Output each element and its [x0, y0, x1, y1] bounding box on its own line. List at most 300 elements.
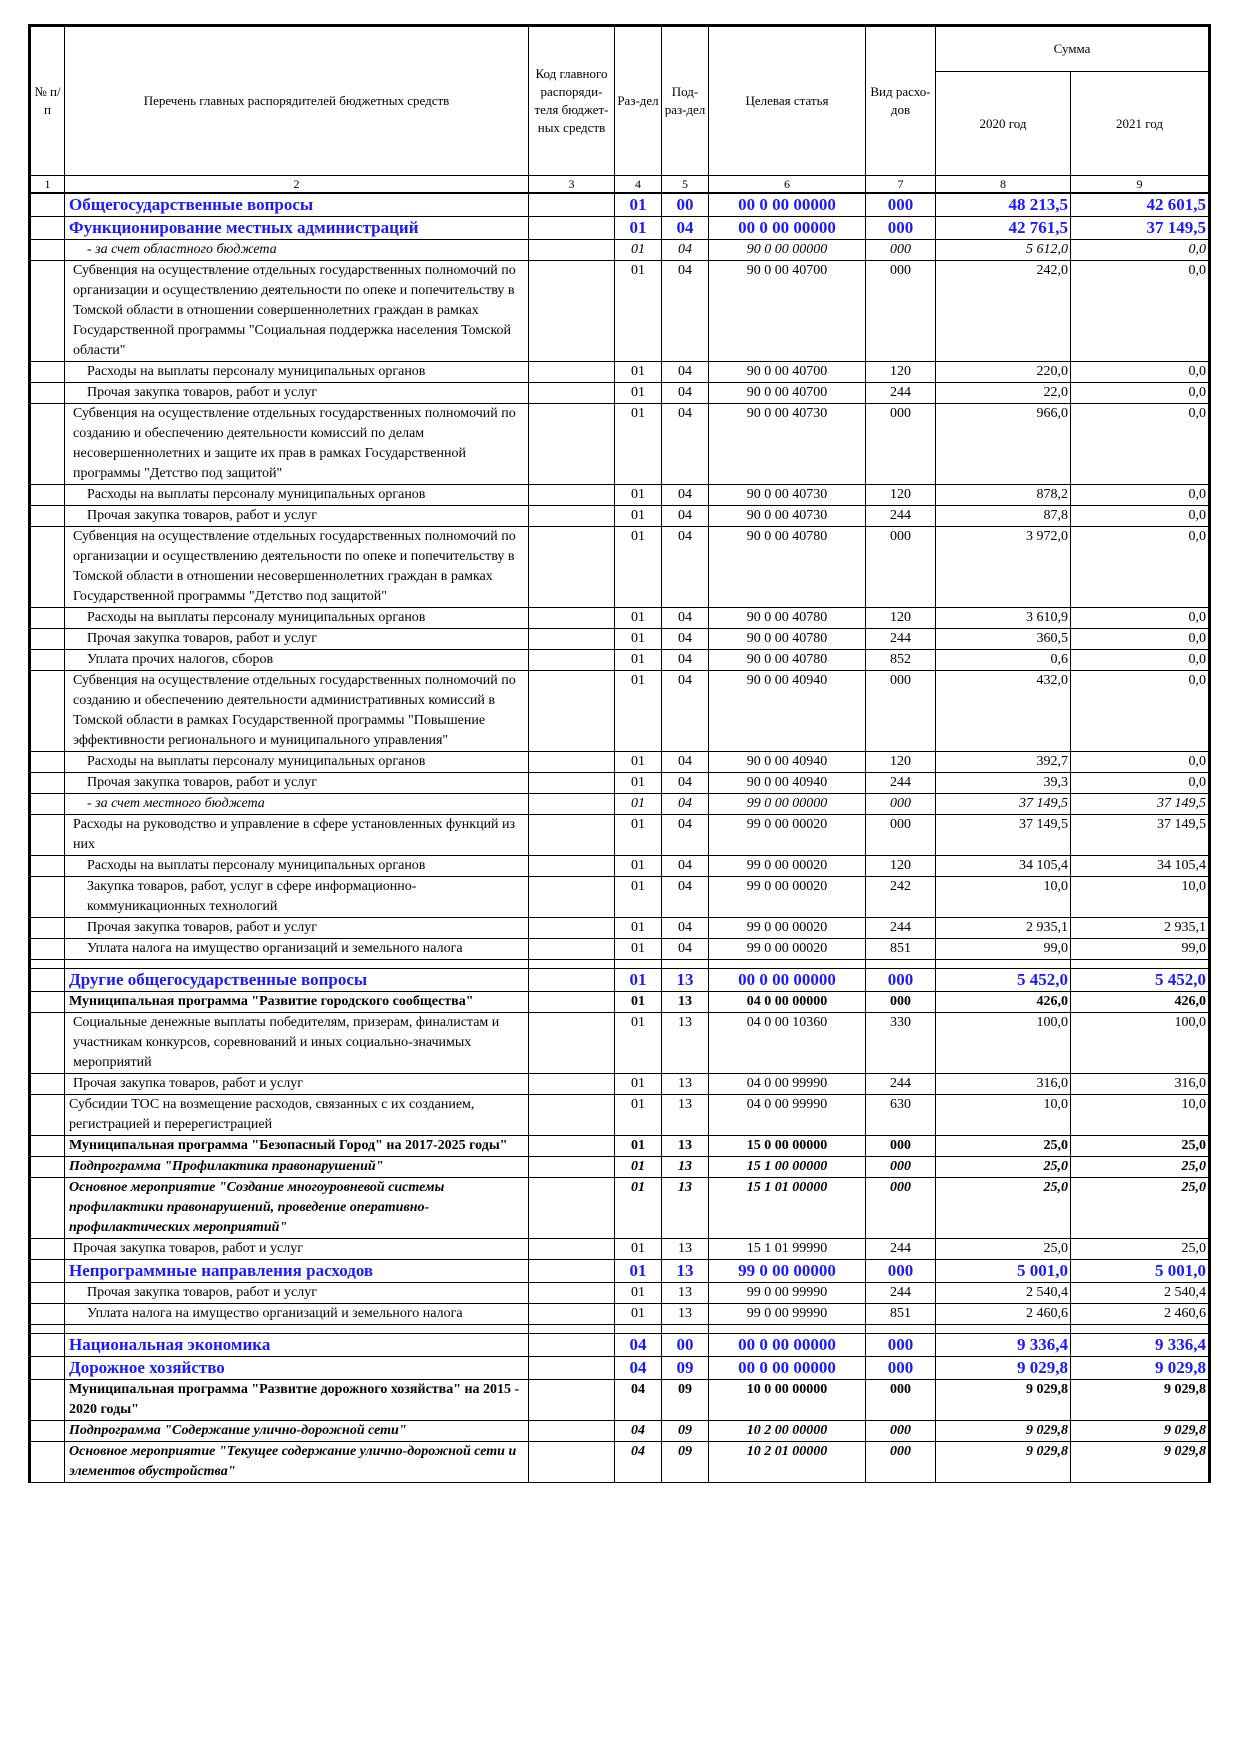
row-razdel: 01 [615, 506, 662, 527]
col-number: 9 [1071, 176, 1210, 194]
header-2020: 2020 год [936, 72, 1071, 176]
row-num [30, 1157, 65, 1178]
row-razdel: 01 [615, 939, 662, 960]
row-vr: 244 [866, 773, 936, 794]
row-num [30, 1357, 65, 1380]
row-razdel: 01 [615, 918, 662, 939]
row-sum-2020: 5 612,0 [936, 240, 1071, 261]
row-sum-2020: 0,6 [936, 650, 1071, 671]
row-code [529, 815, 615, 856]
row-vr: 000 [866, 969, 936, 992]
row-target: 00 0 00 00000 [709, 1334, 866, 1357]
row-vr: 000 [866, 1442, 936, 1483]
row-sum-2021: 0,0 [1071, 752, 1210, 773]
row-podrazdel: 04 [662, 383, 709, 404]
row-sum-2020: 25,0 [936, 1157, 1071, 1178]
row-name: Подпрограмма "Содержание улично-дорожной сети" [65, 1421, 529, 1442]
table-row [30, 1304, 1210, 1325]
row-podrazdel: 04 [662, 362, 709, 383]
row-name: Прочая закупка товаров, работ и услуг [65, 1074, 529, 1095]
row-sum-2021: 0,0 [1071, 608, 1210, 629]
spacer-row [30, 960, 1210, 969]
row-sum-2020: 5 452,0 [936, 969, 1071, 992]
row-sum-2020: 392,7 [936, 752, 1071, 773]
row-target: 99 0 00 00000 [709, 794, 866, 815]
row-num [30, 918, 65, 939]
row-target: 99 0 00 99990 [709, 1283, 866, 1304]
col-number: 5 [662, 176, 709, 194]
row-sum-2020: 3 610,9 [936, 608, 1071, 629]
row-target: 90 0 00 40940 [709, 752, 866, 773]
row-vr: 000 [866, 1357, 936, 1380]
col-number: 2 [65, 176, 529, 194]
row-razdel: 04 [615, 1380, 662, 1421]
row-code [529, 1136, 615, 1157]
row-podrazdel: 09 [662, 1380, 709, 1421]
row-num [30, 261, 65, 362]
row-razdel: 01 [615, 969, 662, 992]
table-row [30, 969, 1210, 992]
table-row [30, 992, 1210, 1013]
row-sum-2021: 0,0 [1071, 773, 1210, 794]
row-num [30, 671, 65, 752]
row-razdel: 01 [615, 773, 662, 794]
row-vr: 120 [866, 752, 936, 773]
row-razdel: 01 [615, 383, 662, 404]
table-row [30, 1013, 1210, 1074]
row-vr: 120 [866, 362, 936, 383]
row-num [30, 650, 65, 671]
row-name: Уплата прочих налогов, сборов [65, 650, 529, 671]
row-podrazdel: 13 [662, 1304, 709, 1325]
table-row [30, 856, 1210, 877]
row-sum-2020: 9 029,8 [936, 1421, 1071, 1442]
row-sum-2021: 9 029,8 [1071, 1380, 1210, 1421]
row-num [30, 1421, 65, 1442]
row-target: 15 1 00 00000 [709, 1157, 866, 1178]
row-sum-2021: 37 149,5 [1071, 794, 1210, 815]
row-razdel: 01 [615, 815, 662, 856]
row-name: Субвенция на осуществление отдельных государственных полномочий по организации и осуществлению деятельности по опеке и попечительству в Томской области в отношении совершеннолетних граждан в рамках Государственной программы "Социальная поддержка населения Томской области" [65, 261, 529, 362]
row-sum-2020: 878,2 [936, 485, 1071, 506]
row-sum-2020: 3 972,0 [936, 527, 1071, 608]
row-num [30, 506, 65, 527]
row-name: Подпрограмма "Профилактика правонарушений" [65, 1157, 529, 1178]
row-vr: 000 [866, 1178, 936, 1239]
header-2021: 2021 год [1071, 72, 1210, 176]
row-sum-2021: 0,0 [1071, 485, 1210, 506]
row-podrazdel: 09 [662, 1357, 709, 1380]
row-podrazdel: 04 [662, 261, 709, 362]
row-sum-2020: 25,0 [936, 1239, 1071, 1260]
row-target: 15 0 00 00000 [709, 1136, 866, 1157]
row-sum-2020: 39,3 [936, 773, 1071, 794]
table-row [30, 629, 1210, 650]
row-vr: 630 [866, 1095, 936, 1136]
row-podrazdel: 00 [662, 193, 709, 217]
table-row [30, 918, 1210, 939]
header-sum: Сумма [936, 26, 1210, 72]
row-target: 00 0 00 00000 [709, 1357, 866, 1380]
row-podrazdel: 13 [662, 1283, 709, 1304]
row-name: Уплата налога на имущество организаций и земельного налога [65, 1304, 529, 1325]
header-podrazdel: Под-раз-дел [662, 26, 709, 176]
row-razdel: 01 [615, 992, 662, 1013]
row-code [529, 485, 615, 506]
row-name: Дорожное хозяйство [65, 1357, 529, 1380]
table-row [30, 1178, 1210, 1239]
row-code [529, 1260, 615, 1283]
row-target: 15 1 01 00000 [709, 1178, 866, 1239]
row-target: 90 0 00 40780 [709, 629, 866, 650]
row-num [30, 794, 65, 815]
table-row [30, 1074, 1210, 1095]
row-podrazdel: 09 [662, 1442, 709, 1483]
row-code [529, 773, 615, 794]
row-code [529, 240, 615, 261]
table-row [30, 217, 1210, 240]
row-code [529, 527, 615, 608]
row-num [30, 1136, 65, 1157]
row-razdel: 01 [615, 1157, 662, 1178]
row-sum-2020: 426,0 [936, 992, 1071, 1013]
row-name: Расходы на руководство и управление в сфере установленных функций из них [65, 815, 529, 856]
col-number: 8 [936, 176, 1071, 194]
row-name: Прочая закупка товаров, работ и услуг [65, 1239, 529, 1260]
row-name: - за счет местного бюджета [65, 794, 529, 815]
row-podrazdel: 09 [662, 1421, 709, 1442]
row-name: Другие общегосударственные вопросы [65, 969, 529, 992]
row-code [529, 752, 615, 773]
row-name: Субвенция на осуществление отдельных государственных полномочий по созданию и обеспечению деятельности административных комиссий в Томской области в рамках Государственной программы "Повышение эффективности регионального и муниципального управления" [65, 671, 529, 752]
row-num [30, 1178, 65, 1239]
row-razdel: 01 [615, 240, 662, 261]
row-num [30, 856, 65, 877]
row-code [529, 671, 615, 752]
table-row [30, 1380, 1210, 1421]
row-name: Закупка товаров, работ, услуг в сфере информационно-коммуникационных технологий [65, 877, 529, 918]
table-row [30, 877, 1210, 918]
row-vr: 244 [866, 383, 936, 404]
row-podrazdel: 13 [662, 1157, 709, 1178]
row-target: 90 0 00 40730 [709, 485, 866, 506]
table-row [30, 527, 1210, 608]
row-target: 99 0 00 00020 [709, 856, 866, 877]
row-num [30, 1380, 65, 1421]
row-sum-2021: 37 149,5 [1071, 217, 1210, 240]
row-podrazdel: 04 [662, 217, 709, 240]
row-num [30, 1334, 65, 1357]
row-sum-2021: 0,0 [1071, 671, 1210, 752]
budget-table [28, 24, 1211, 1483]
row-vr: 000 [866, 1334, 936, 1357]
row-razdel: 01 [615, 1304, 662, 1325]
row-code [529, 1178, 615, 1239]
table-row [30, 485, 1210, 506]
row-vr: 852 [866, 650, 936, 671]
table-row [30, 1283, 1210, 1304]
row-name: Субсидии ТОС на возмещение расходов, связанных с их созданием, регистрацией и перерегистрацией [65, 1095, 529, 1136]
row-num [30, 1013, 65, 1074]
row-num [30, 629, 65, 650]
row-razdel: 01 [615, 877, 662, 918]
row-name: Общегосударственные вопросы [65, 193, 529, 217]
row-name: Прочая закупка товаров, работ и услуг [65, 773, 529, 794]
row-code [529, 1283, 615, 1304]
row-sum-2020: 316,0 [936, 1074, 1071, 1095]
row-sum-2020: 10,0 [936, 877, 1071, 918]
row-podrazdel: 04 [662, 773, 709, 794]
table-row [30, 383, 1210, 404]
row-vr: 000 [866, 1136, 936, 1157]
row-num [30, 485, 65, 506]
row-podrazdel: 04 [662, 240, 709, 261]
row-num [30, 217, 65, 240]
row-name: Функционирование местных администраций [65, 217, 529, 240]
row-target: 90 0 00 40940 [709, 773, 866, 794]
row-target: 99 0 00 99990 [709, 1304, 866, 1325]
row-target: 04 0 00 00000 [709, 992, 866, 1013]
column-numbers-row [30, 176, 1210, 194]
row-code [529, 1421, 615, 1442]
table-row [30, 794, 1210, 815]
row-razdel: 01 [615, 629, 662, 650]
row-target: 10 2 01 00000 [709, 1442, 866, 1483]
row-target: 90 0 00 40940 [709, 671, 866, 752]
col-number: 6 [709, 176, 866, 194]
table-row [30, 650, 1210, 671]
row-sum-2021: 25,0 [1071, 1178, 1210, 1239]
row-podrazdel: 04 [662, 918, 709, 939]
row-sum-2020: 42 761,5 [936, 217, 1071, 240]
row-target: 99 0 00 00020 [709, 918, 866, 939]
row-vr: 244 [866, 506, 936, 527]
row-num [30, 193, 65, 217]
row-name: Прочая закупка товаров, работ и услуг [65, 629, 529, 650]
row-code [529, 383, 615, 404]
row-razdel: 01 [615, 794, 662, 815]
row-vr: 000 [866, 217, 936, 240]
row-name: Субвенция на осуществление отдельных государственных полномочий по созданию и обеспечению деятельности комиссий по делам несовершеннолетних и защите их прав в рамках Государственной программы "Детство под защитой" [65, 404, 529, 485]
row-vr: 000 [866, 1157, 936, 1178]
row-vr: 244 [866, 629, 936, 650]
row-target: 90 0 00 40780 [709, 608, 866, 629]
table-row [30, 1157, 1210, 1178]
row-sum-2021: 34 105,4 [1071, 856, 1210, 877]
row-razdel: 01 [615, 1013, 662, 1074]
row-num [30, 608, 65, 629]
row-code [529, 877, 615, 918]
row-vr: 120 [866, 856, 936, 877]
row-num [30, 773, 65, 794]
row-code [529, 404, 615, 485]
row-name: Прочая закупка товаров, работ и услуг [65, 383, 529, 404]
row-vr: 120 [866, 485, 936, 506]
row-name: Расходы на выплаты персоналу муниципальных органов [65, 608, 529, 629]
row-razdel: 01 [615, 193, 662, 217]
row-name: Прочая закупка товаров, работ и услуг [65, 506, 529, 527]
row-num [30, 1283, 65, 1304]
row-code [529, 650, 615, 671]
row-sum-2021: 10,0 [1071, 877, 1210, 918]
table-row [30, 1136, 1210, 1157]
row-name: Субвенция на осуществление отдельных государственных полномочий по организации и осуществлению деятельности по опеке и попечительству в Томской области в отношении несовершеннолетних граждан в рамках Государственной программы "Детство под защитой" [65, 527, 529, 608]
table-row [30, 506, 1210, 527]
row-num [30, 1074, 65, 1095]
row-sum-2020: 432,0 [936, 671, 1071, 752]
row-target: 00 0 00 00000 [709, 193, 866, 217]
row-podrazdel: 04 [662, 794, 709, 815]
row-razdel: 01 [615, 1136, 662, 1157]
row-code [529, 794, 615, 815]
row-sum-2021: 9 336,4 [1071, 1334, 1210, 1357]
row-num [30, 383, 65, 404]
row-target: 90 0 00 40780 [709, 527, 866, 608]
row-razdel: 01 [615, 671, 662, 752]
col-number: 7 [866, 176, 936, 194]
row-sum-2021: 316,0 [1071, 1074, 1210, 1095]
row-podrazdel: 04 [662, 485, 709, 506]
table-row [30, 752, 1210, 773]
row-target: 90 0 00 40700 [709, 362, 866, 383]
table-row [30, 939, 1210, 960]
row-sum-2021: 0,0 [1071, 240, 1210, 261]
row-code [529, 362, 615, 383]
row-sum-2021: 2 935,1 [1071, 918, 1210, 939]
table-row [30, 261, 1210, 362]
row-vr: 000 [866, 794, 936, 815]
row-sum-2021: 25,0 [1071, 1136, 1210, 1157]
row-name: Прочая закупка товаров, работ и услуг [65, 918, 529, 939]
row-target: 15 1 01 99990 [709, 1239, 866, 1260]
row-razdel: 01 [615, 1095, 662, 1136]
row-podrazdel: 13 [662, 969, 709, 992]
header-name: Перечень главных распорядителей бюджетных средств [65, 26, 529, 176]
table-row [30, 1421, 1210, 1442]
row-podrazdel: 13 [662, 1136, 709, 1157]
row-podrazdel: 13 [662, 992, 709, 1013]
table-tail [30, 1483, 1210, 1484]
col-number: 4 [615, 176, 662, 194]
row-sum-2020: 220,0 [936, 362, 1071, 383]
row-num [30, 362, 65, 383]
row-podrazdel: 04 [662, 404, 709, 485]
row-code [529, 1380, 615, 1421]
row-vr: 000 [866, 671, 936, 752]
row-podrazdel: 04 [662, 506, 709, 527]
row-vr: 244 [866, 918, 936, 939]
row-sum-2021: 25,0 [1071, 1239, 1210, 1260]
row-sum-2020: 966,0 [936, 404, 1071, 485]
row-num [30, 1260, 65, 1283]
table-row [30, 193, 1210, 217]
row-num [30, 404, 65, 485]
row-target: 10 2 00 00000 [709, 1421, 866, 1442]
row-vr: 242 [866, 877, 936, 918]
table-row [30, 1357, 1210, 1380]
row-sum-2020: 48 213,5 [936, 193, 1071, 217]
row-razdel: 01 [615, 752, 662, 773]
table-row [30, 1260, 1210, 1283]
row-target: 90 0 00 40700 [709, 383, 866, 404]
row-sum-2020: 34 105,4 [936, 856, 1071, 877]
row-vr: 330 [866, 1013, 936, 1074]
row-sum-2021: 10,0 [1071, 1095, 1210, 1136]
row-num [30, 527, 65, 608]
row-name: Социальные денежные выплаты победителям, призерам, финалистам и участникам конкурсов, соревнований и иных социально-значимых мероприятий [65, 1013, 529, 1074]
row-name: - за счет областного бюджета [65, 240, 529, 261]
row-name: Непрограммные направления расходов [65, 1260, 529, 1283]
row-target: 04 0 00 99990 [709, 1074, 866, 1095]
spacer-row [30, 1325, 1210, 1334]
header-vr: Вид расхо-дов [866, 26, 936, 176]
row-num [30, 939, 65, 960]
table-row [30, 773, 1210, 794]
header-razdel: Раз-дел [615, 26, 662, 176]
row-code [529, 1357, 615, 1380]
row-sum-2020: 242,0 [936, 261, 1071, 362]
row-podrazdel: 13 [662, 1239, 709, 1260]
row-vr: 000 [866, 261, 936, 362]
row-code [529, 1334, 615, 1357]
row-razdel: 01 [615, 1074, 662, 1095]
row-target: 90 0 00 40730 [709, 404, 866, 485]
row-num [30, 992, 65, 1013]
row-sum-2020: 9 029,8 [936, 1380, 1071, 1421]
row-sum-2020: 9 336,4 [936, 1334, 1071, 1357]
table-body [30, 193, 1210, 1483]
row-razdel: 01 [615, 1283, 662, 1304]
row-razdel: 01 [615, 527, 662, 608]
row-sum-2021: 25,0 [1071, 1157, 1210, 1178]
table-row [30, 671, 1210, 752]
row-vr: 244 [866, 1283, 936, 1304]
row-razdel: 01 [615, 404, 662, 485]
table-row [30, 1095, 1210, 1136]
row-sum-2021: 0,0 [1071, 629, 1210, 650]
row-podrazdel: 13 [662, 1178, 709, 1239]
row-name: Расходы на выплаты персоналу муниципальных органов [65, 856, 529, 877]
row-razdel: 01 [615, 1239, 662, 1260]
row-num [30, 1442, 65, 1483]
row-razdel: 04 [615, 1357, 662, 1380]
col-number: 3 [529, 176, 615, 194]
row-podrazdel: 04 [662, 815, 709, 856]
row-target: 99 0 00 00000 [709, 1260, 866, 1283]
row-vr: 000 [866, 1421, 936, 1442]
row-razdel: 01 [615, 1178, 662, 1239]
row-code [529, 193, 615, 217]
table-row [30, 1442, 1210, 1483]
row-target: 00 0 00 00000 [709, 217, 866, 240]
row-razdel: 01 [615, 217, 662, 240]
row-code [529, 629, 615, 650]
row-sum-2021: 100,0 [1071, 1013, 1210, 1074]
row-name: Расходы на выплаты персоналу муниципальных органов [65, 362, 529, 383]
row-code [529, 506, 615, 527]
row-sum-2021: 42 601,5 [1071, 193, 1210, 217]
table-row [30, 608, 1210, 629]
row-num [30, 1304, 65, 1325]
row-sum-2020: 2 460,6 [936, 1304, 1071, 1325]
row-code [529, 608, 615, 629]
row-code [529, 1074, 615, 1095]
row-vr: 120 [866, 608, 936, 629]
row-vr: 244 [866, 1239, 936, 1260]
row-code [529, 969, 615, 992]
row-podrazdel: 04 [662, 650, 709, 671]
row-code [529, 1095, 615, 1136]
